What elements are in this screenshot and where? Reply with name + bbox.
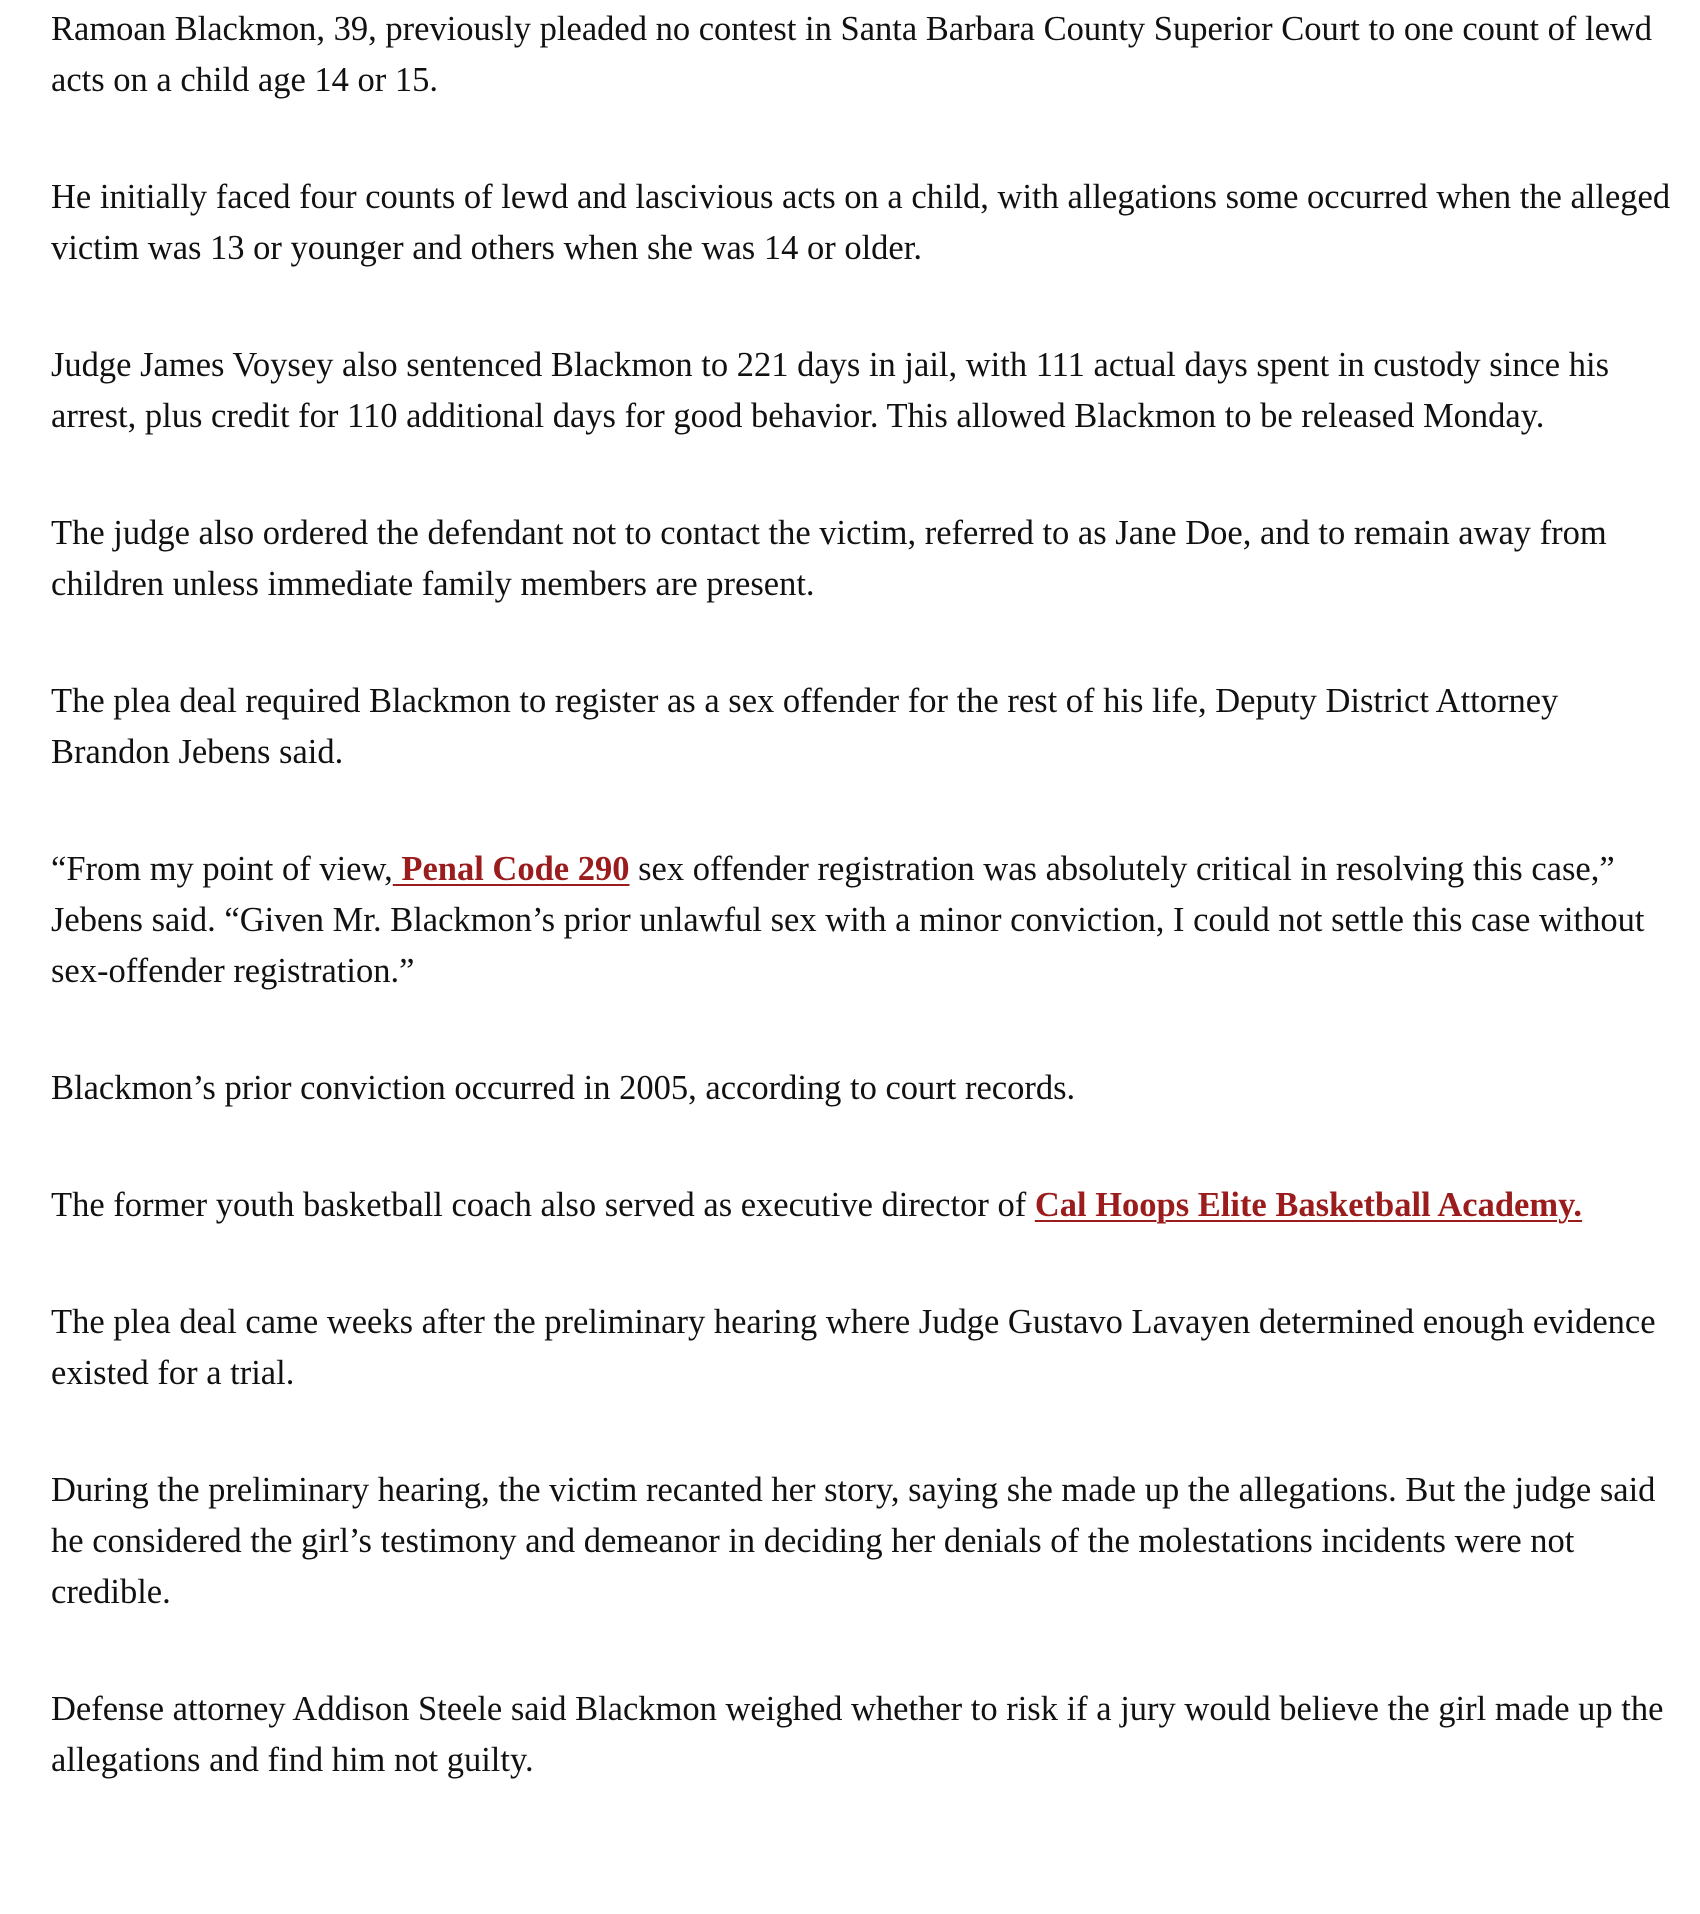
- penal-code-290-link[interactable]: Penal Code 290: [392, 850, 630, 888]
- paragraph-no-contact-order: The judge also ordered the defendant not to contact the victim, referred to as Jane Doe, and to remain away from children unless immediate family members are present.: [51, 514, 1607, 603]
- paragraph-coach-role: [51, 1180, 1676, 1231]
- paragraph-registration: The plea deal required Blackmon to register as a sex offender for the rest of his life, Deputy District Attorney Brandon Jebens said.: [51, 682, 1559, 771]
- paragraph-recantation: During the preliminary hearing, the victim recanted her story, saying she made up the allegations. But the judge said he considered the girl’s testimony and demeanor in deciding her denials of the molestations incidents were not credible.: [51, 1471, 1656, 1611]
- coach-role-text: The former youth basketball coach also served as executive director of: [51, 1186, 1035, 1224]
- paragraph-jebens-quote: [51, 844, 1676, 997]
- paragraph-preliminary-hearing: The plea deal came weeks after the preliminary hearing where Judge Gustavo Lavayen determined enough evidence existed for a trial.: [51, 1303, 1656, 1392]
- article-body: [51, 4, 1676, 1852]
- paragraph-prior-conviction: Blackmon’s prior conviction occurred in 2005, according to court records.: [51, 1069, 1076, 1107]
- paragraph-plea: Ramoan Blackmon, 39, previously pleaded no contest in Santa Barbara County Superior Court to one count of lewd acts on a child age 14 or 15.: [51, 10, 1653, 99]
- paragraph-sentence: Judge James Voysey also sentenced Blackmon to 221 days in jail, with 111 actual days spent in custody since his arrest, plus credit for 110 additional days for good behavior. This allowed Blackmon to be released Monday.: [51, 346, 1610, 435]
- quote-text-end: sex offender registration was absolutely critical in resolving this case,” Jebens said. “Given Mr. Blackmon’s prior unlawful sex with a minor conviction, I could not settle this case without sex-offender registration.”: [51, 850, 1645, 990]
- paragraph-initial-counts: He initially faced four counts of lewd and lascivious acts on a child, with allegations some occurred when the alleged victim was 13 or younger and others when she was 14 or older.: [51, 178, 1671, 267]
- quote-text-start: “From my point of view,: [51, 850, 393, 888]
- cal-hoops-academy-link[interactable]: Cal Hoops Elite Basketball Academy.: [1034, 1186, 1583, 1224]
- paragraph-defense-attorney: Defense attorney Addison Steele said Blackmon weighed whether to risk if a jury would believe the girl made up the allegations and find him not guilty.: [51, 1690, 1664, 1779]
